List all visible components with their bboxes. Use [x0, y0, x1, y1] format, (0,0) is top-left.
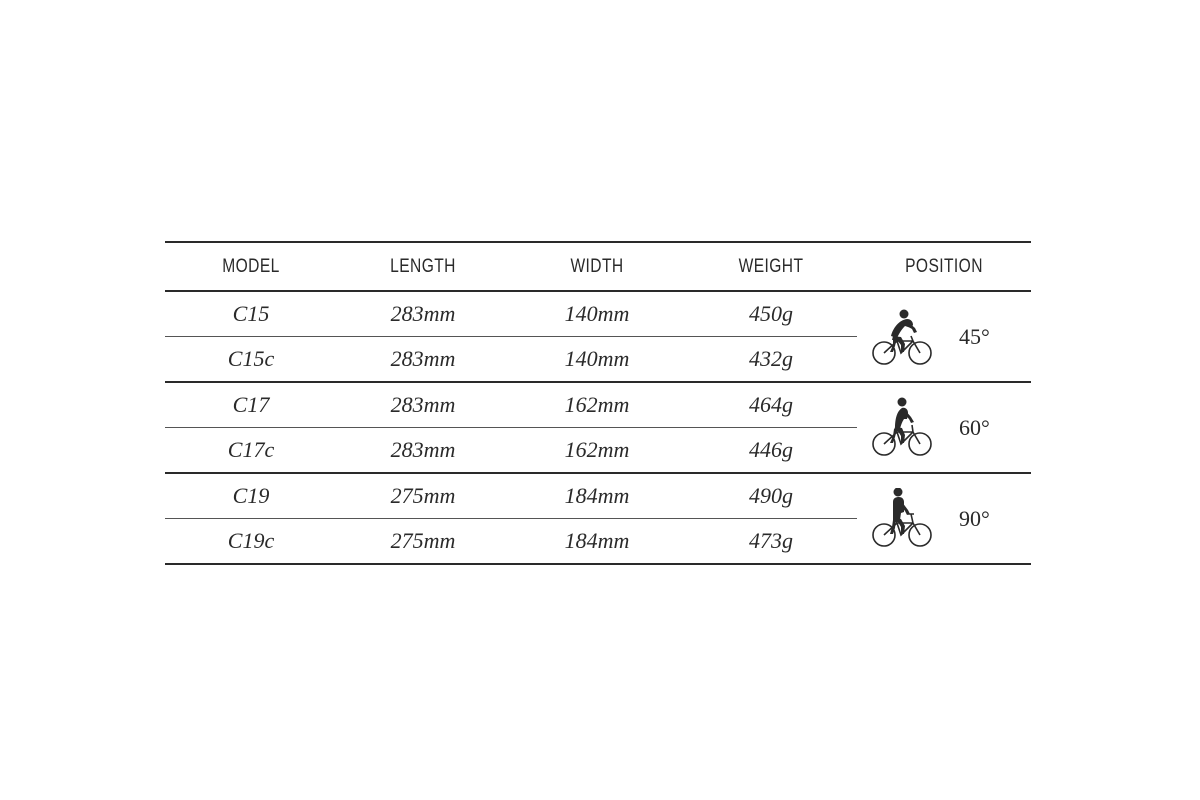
length-cell: 283mm [337, 291, 509, 337]
road-cyclist-45-icon [871, 306, 933, 368]
angle-label: 45° [959, 323, 990, 349]
header-position: POSITION [873, 242, 1016, 291]
cyclist-60-icon [871, 397, 933, 459]
header-length: LENGTH [352, 242, 493, 291]
model-cell: C19 [165, 473, 337, 519]
header-model: MODEL [180, 242, 321, 291]
position-cell [857, 382, 1031, 473]
width-cell: 184mm [509, 473, 685, 519]
model-cell: C17c [165, 428, 337, 474]
length-cell: 275mm [337, 473, 509, 519]
length-cell: 283mm [337, 382, 509, 428]
table-row [165, 291, 1031, 337]
model-cell: C19c [165, 519, 337, 565]
weight-cell: 490g [685, 473, 857, 519]
model-cell: C15c [165, 337, 337, 383]
upright-cyclist-90-icon [871, 488, 933, 550]
model-cell: C17 [165, 382, 337, 428]
weight-cell: 446g [685, 428, 857, 474]
weight-cell: 450g [685, 291, 857, 337]
position-cell [857, 473, 1031, 564]
header-weight: WEIGHT [700, 242, 841, 291]
weight-cell: 473g [685, 519, 857, 565]
width-cell: 140mm [509, 337, 685, 383]
table-row [165, 473, 1031, 519]
header-width: WIDTH [525, 242, 669, 291]
angle-label: 60° [959, 414, 990, 440]
weight-cell: 432g [685, 337, 857, 383]
length-cell: 275mm [337, 519, 509, 565]
header-row [165, 242, 1031, 291]
width-cell: 140mm [509, 291, 685, 337]
width-cell: 162mm [509, 428, 685, 474]
table-row [165, 382, 1031, 428]
weight-cell: 464g [685, 382, 857, 428]
saddle-spec-table [165, 241, 1031, 565]
length-cell: 283mm [337, 337, 509, 383]
width-cell: 184mm [509, 519, 685, 565]
model-cell: C15 [165, 291, 337, 337]
position-cell [857, 291, 1031, 382]
angle-label: 90° [959, 505, 990, 531]
length-cell: 283mm [337, 428, 509, 474]
width-cell: 162mm [509, 382, 685, 428]
